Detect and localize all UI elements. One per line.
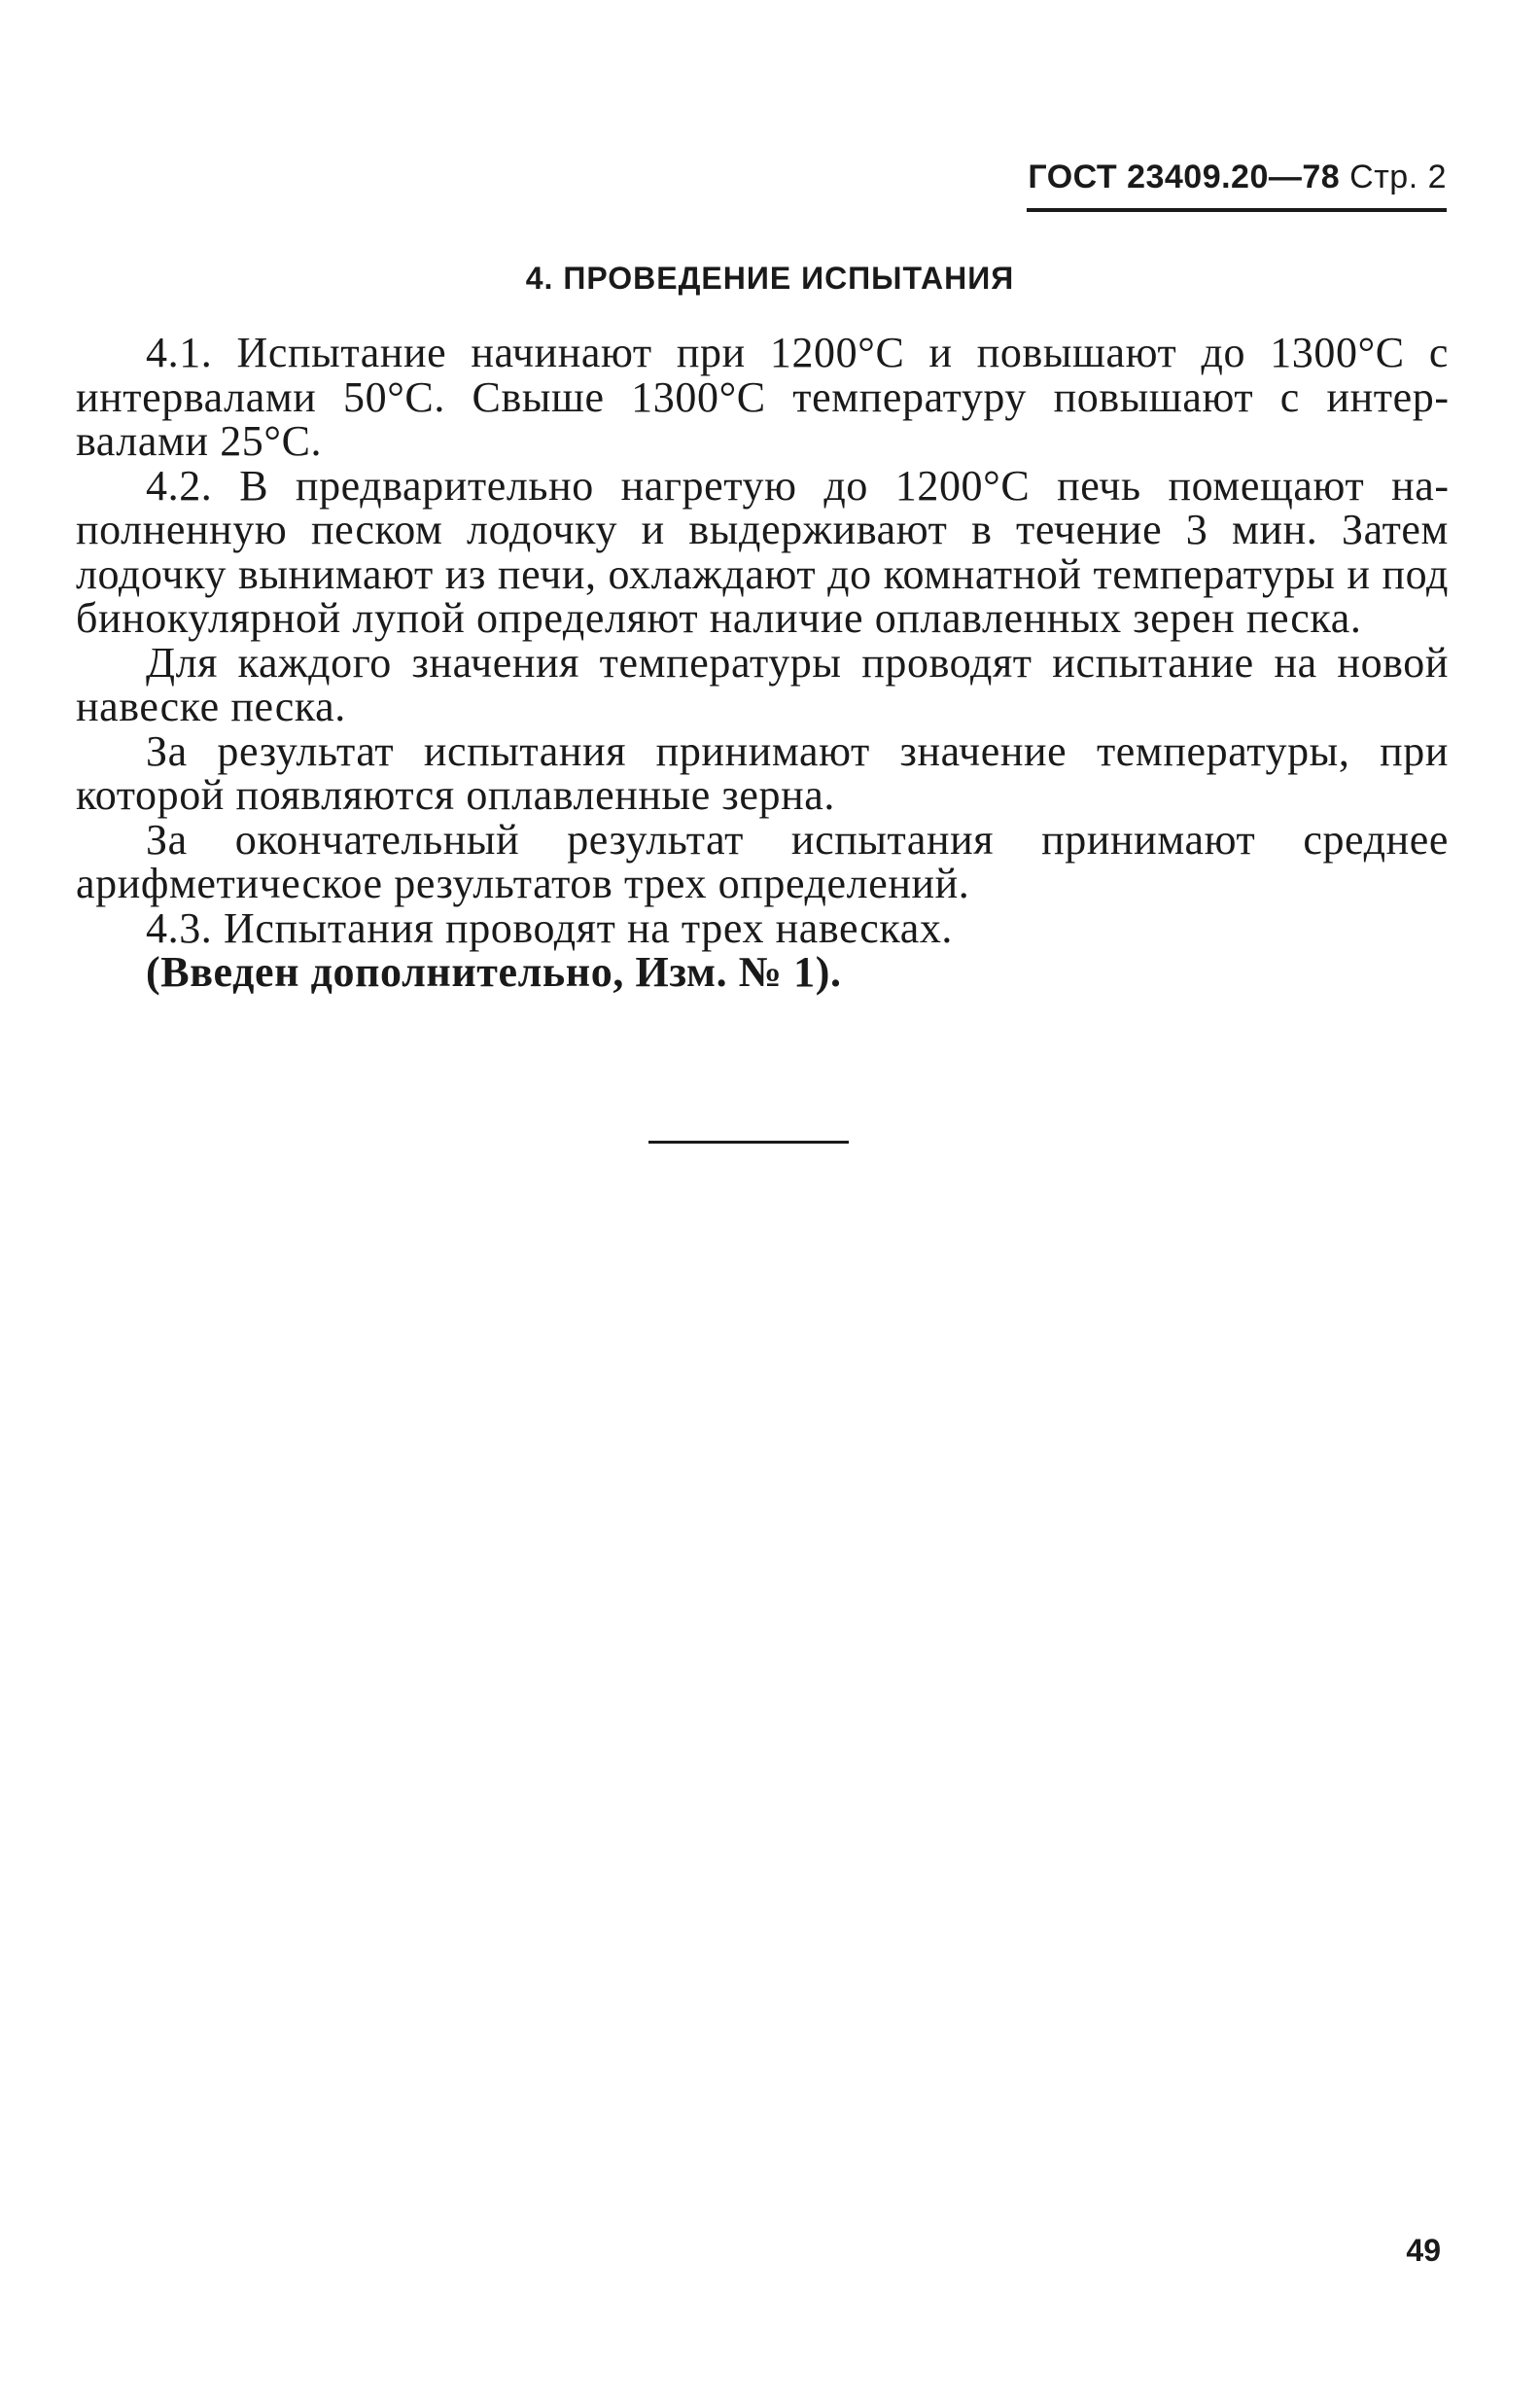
running-header (1028, 159, 1447, 196)
paragraph-4-1: 4.1. Испытание начинают при 1200°С и повышают до 1300°С с интервалами 50°С. Свыше 1300°С температуру повышают с интервалами 25°С. (76, 329, 1449, 465)
paragraph-4-2: 4.2. В предварительно нагретую до 1200°С печь помещают наполненную песком лодочку и выдерживают в течение 3 мин. Затем лодочку вынимают из печи, охлаждают до комнатной температуры и под бинокулярной лупой определяют наличие оплавленных зерен песка. (76, 461, 1449, 642)
paragraph-test-result: За результат испытания принимают значение температуры, при которой появляются оплавленные зерна. (76, 726, 1449, 819)
end-rule (648, 1141, 849, 1144)
amendment-note: (Введен дополнительно, Изм. № 1). (146, 948, 842, 996)
standard-number: ГОСТ 23409.20—78 (1028, 159, 1341, 195)
section-body (76, 331, 1449, 995)
paragraph-4-3: 4.3. Испытания проводят на трех навесках. (146, 903, 954, 952)
section-title: 4. ПРОВЕДЕНИЕ ИСПЫТАНИЯ (525, 261, 1015, 296)
header-rule (1027, 208, 1447, 212)
page-label: Стр. 2 (1349, 159, 1447, 195)
page-number: 49 (1406, 2233, 1441, 2268)
paragraph-each-temperature: Для каждого значения температуры проводят испытание на новой навеске песка. (76, 638, 1449, 730)
paragraph-final-result: За окончательный результат испытания принимают среднее арифметическое результатов трех определений. (76, 815, 1449, 907)
